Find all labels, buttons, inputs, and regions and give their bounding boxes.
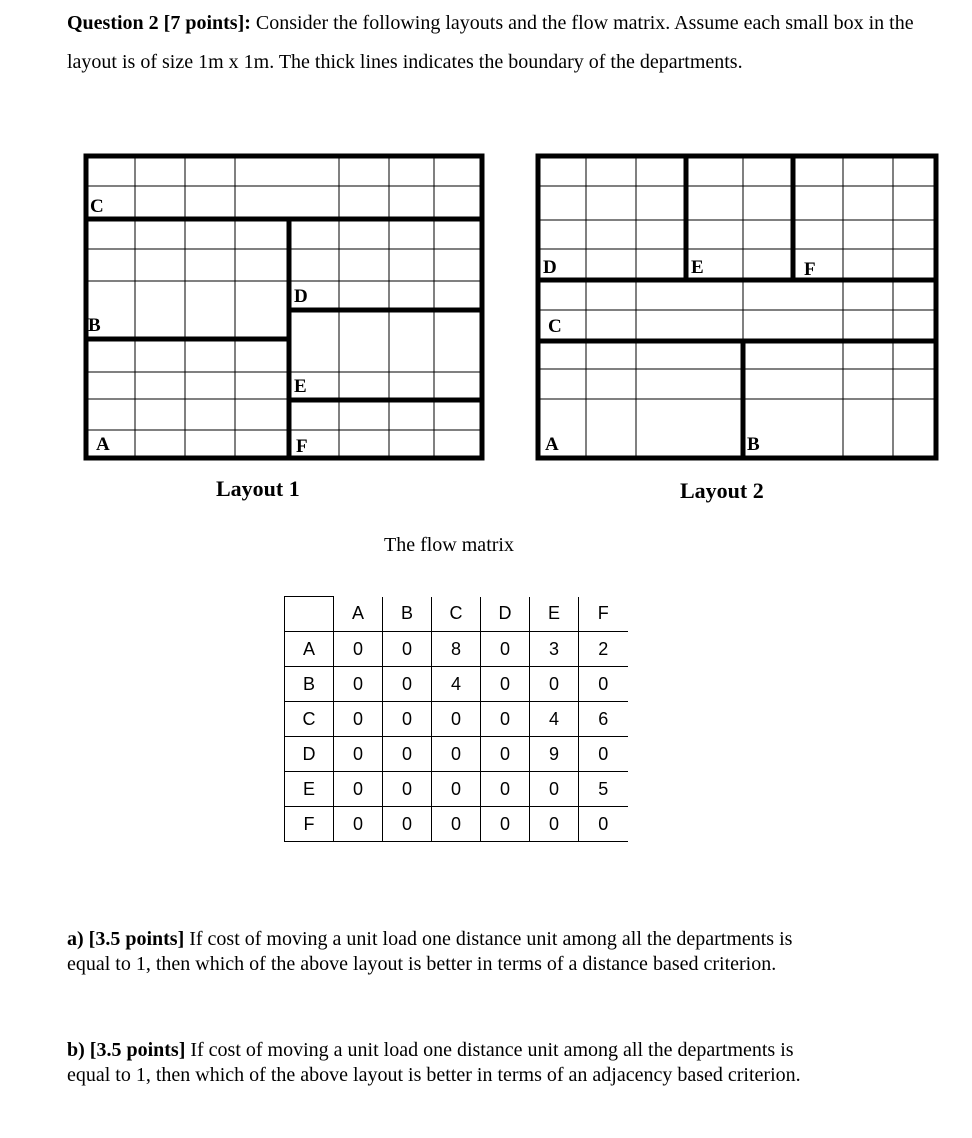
flow-matrix-cell: 0 — [383, 702, 432, 737]
flow-matrix-row-header: C — [285, 702, 334, 737]
flow-matrix-cell: 0 — [383, 772, 432, 807]
layout-1-label-b: B — [88, 315, 101, 336]
flow-matrix-cell: 0 — [383, 737, 432, 772]
layout-1-label-a: A — [96, 434, 110, 455]
flow-matrix-cell: 0 — [334, 737, 383, 772]
layout-2-label-f: F — [804, 259, 816, 280]
flow-matrix-col-header: C — [432, 597, 481, 632]
question-body: Consider the following layouts and the flow matrix. Assume each small box in the layout is of size 1m x 1m. The thick lines indicates the boundary of the departments. — [67, 12, 914, 73]
flow-matrix-row-header: A — [285, 632, 334, 667]
flow-matrix-cell: 0 — [481, 667, 530, 702]
flow-matrix-cell: 0 — [334, 702, 383, 737]
layout-1-label-e: E — [294, 376, 307, 397]
flow-matrix-cell: 0 — [530, 667, 579, 702]
flow-matrix-cell: 4 — [432, 667, 481, 702]
flow-matrix-cell: 0 — [481, 737, 530, 772]
flow-matrix-header-row — [285, 597, 628, 632]
layout-2-label-c: C — [548, 316, 562, 337]
flow-matrix-cell: 0 — [432, 772, 481, 807]
layout-2-caption: Layout 2 — [680, 478, 764, 503]
part-a-text — [67, 927, 827, 977]
flow-matrix-cell: 0 — [334, 807, 383, 842]
flow-matrix-row-header: D — [285, 737, 334, 772]
flow-matrix-cell: 5 — [579, 772, 628, 807]
flow-matrix-cell: 0 — [334, 772, 383, 807]
flow-matrix-cell: 2 — [579, 632, 628, 667]
flow-matrix-cell: 9 — [530, 737, 579, 772]
layout-2-label-d: D — [543, 257, 557, 278]
flow-matrix-cell: 0 — [432, 807, 481, 842]
flow-matrix-cell: 6 — [579, 702, 628, 737]
layout-1-label-c: C — [90, 196, 104, 217]
flow-matrix-col-header: D — [481, 597, 530, 632]
flow-matrix-row — [285, 737, 628, 772]
flow-matrix-cell: 0 — [334, 667, 383, 702]
flow-matrix-cell: 0 — [481, 772, 530, 807]
flow-matrix-cell: 0 — [579, 807, 628, 842]
layout-2-label-b: B — [747, 434, 760, 455]
flow-matrix-cell: 0 — [481, 807, 530, 842]
part-a-body: If cost of moving a unit load one distance unit among all the departments is equal to 1, then which of the above layout is better in terms of a distance based criterion. — [67, 928, 793, 975]
flow-matrix-cell: 0 — [383, 632, 432, 667]
flow-matrix-cell: 0 — [432, 737, 481, 772]
flow-matrix-cell: 0 — [383, 667, 432, 702]
layout-1-thin-grid — [84, 154, 484, 460]
flow-matrix-title: The flow matrix — [384, 534, 514, 556]
flow-matrix-corner-cell — [285, 597, 334, 632]
flow-matrix-col-header: E — [530, 597, 579, 632]
flow-matrix-cell: 8 — [432, 632, 481, 667]
flow-matrix-cell: 0 — [530, 807, 579, 842]
flow-matrix-cell: 0 — [530, 772, 579, 807]
flow-matrix-row-header: F — [285, 807, 334, 842]
layout-2-thin-grid — [536, 154, 938, 460]
part-a-heading: a) [3.5 points] — [67, 928, 185, 950]
flow-matrix-cell: 4 — [530, 702, 579, 737]
layout-2-grid — [536, 154, 940, 462]
flow-matrix-col-header: A — [334, 597, 383, 632]
layout-1-department-boundaries — [84, 156, 484, 460]
flow-matrix-cell: 0 — [481, 702, 530, 737]
flow-matrix-row — [285, 702, 628, 737]
flow-matrix-cell: 3 — [530, 632, 579, 667]
flow-matrix-col-header: F — [579, 597, 628, 632]
flow-matrix-row-header: E — [285, 772, 334, 807]
flow-matrix-row — [285, 667, 628, 702]
flow-matrix-row — [285, 632, 628, 667]
flow-matrix-row-header: B — [285, 667, 334, 702]
flow-matrix-col-header: B — [383, 597, 432, 632]
flow-matrix-row — [285, 807, 628, 842]
flow-matrix-cell: 0 — [432, 702, 481, 737]
part-b-body: If cost of moving a unit load one distance unit among all the departments is equal to 1, then which of the above layout is better in terms of an adjacency based criterion. — [67, 1039, 801, 1086]
question-text — [67, 4, 947, 82]
flow-matrix-row — [285, 772, 628, 807]
layout-2-label-a: A — [545, 434, 559, 455]
flow-matrix-cell: 0 — [383, 807, 432, 842]
layout-1-caption: Layout 1 — [216, 476, 300, 501]
flow-matrix-cell: 0 — [579, 667, 628, 702]
flow-matrix-cell: 0 — [481, 632, 530, 667]
part-b-heading: b) [3.5 points] — [67, 1039, 186, 1061]
layout-2-department-boundaries — [536, 154, 938, 460]
flow-matrix-cell: 0 — [579, 737, 628, 772]
layout-1-label-f: F — [296, 436, 308, 457]
layout-2-label-e: E — [691, 257, 704, 278]
layout-1-label-d: D — [294, 286, 308, 307]
question-heading: Question 2 [7 points]: — [67, 12, 251, 34]
flow-matrix-table — [284, 596, 628, 842]
part-b-text — [67, 1038, 827, 1088]
layout-1-grid — [84, 154, 486, 462]
flow-matrix-cell: 0 — [334, 632, 383, 667]
